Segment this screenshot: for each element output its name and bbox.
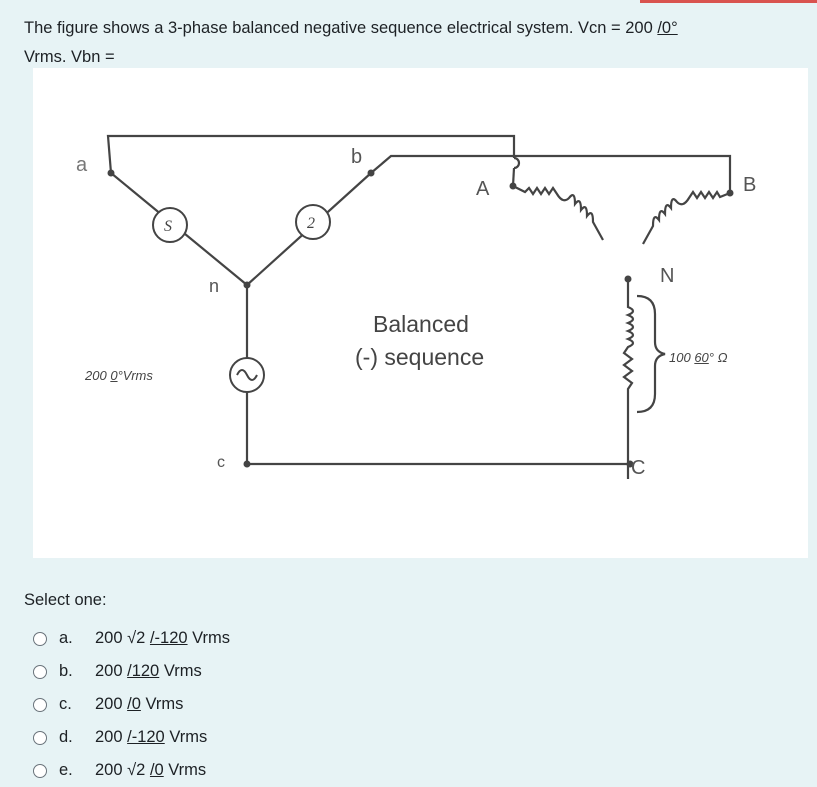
- impedance-unit: ° Ω: [708, 350, 728, 365]
- option-prefix: 200: [95, 662, 128, 680]
- wire-b-B: [371, 156, 730, 193]
- source-b-mark: 2: [307, 215, 315, 232]
- question-text-part2: Vrms. Vbn =: [24, 48, 115, 66]
- option-prefix: 200: [95, 728, 128, 746]
- impedance-B: [643, 192, 730, 244]
- question-angle: /0°: [657, 19, 678, 37]
- option-angle: /0: [149, 761, 164, 779]
- node-b-label: b: [351, 146, 363, 168]
- option-letter: a.: [59, 629, 73, 647]
- impedance-angle: 60: [694, 350, 709, 365]
- balanced-label: Balanced: [373, 311, 469, 337]
- impedance-value-label: [669, 350, 728, 365]
- option-prefix: 200 √2: [95, 629, 150, 647]
- option-letter: b.: [59, 662, 73, 680]
- node-B-label: B: [743, 174, 757, 196]
- radio-button[interactable]: [33, 632, 47, 646]
- wire-a-A: [108, 136, 514, 173]
- impedance-brace: [637, 296, 665, 412]
- option-c[interactable]: [33, 688, 230, 721]
- option-suffix: Vrms: [187, 629, 231, 647]
- option-letter: c.: [59, 695, 72, 713]
- option-prefix: 200: [95, 695, 128, 713]
- radio-button[interactable]: [33, 731, 47, 745]
- option-text: [95, 728, 207, 747]
- radio-button[interactable]: [33, 764, 47, 778]
- node-C-label: C: [631, 457, 646, 479]
- source-value: 200: [85, 368, 107, 383]
- option-suffix: Vrms: [140, 695, 184, 713]
- source-unit: °Vrms: [117, 368, 153, 383]
- option-angle: /0: [127, 695, 141, 713]
- option-text: [95, 629, 230, 648]
- crossover-hop: [514, 158, 519, 168]
- node-n-label: n: [209, 276, 220, 296]
- option-text: [95, 662, 202, 681]
- impedance-value: 100: [669, 350, 691, 365]
- option-prefix: 200 √2: [95, 761, 150, 779]
- option-angle: /120: [127, 662, 160, 680]
- option-angle: /-120: [149, 629, 188, 647]
- circuit-figure: [33, 68, 808, 558]
- option-angle: /-120: [127, 728, 165, 746]
- node-N-label: N: [660, 265, 675, 287]
- option-a[interactable]: [33, 622, 230, 655]
- option-suffix: Vrms: [163, 761, 207, 779]
- radio-button[interactable]: [33, 665, 47, 679]
- top-accent-line: [640, 0, 817, 3]
- option-suffix: Vrms: [159, 662, 202, 680]
- question-text: [24, 14, 794, 72]
- select-one-prompt: Select one:: [24, 591, 107, 609]
- source-value-label: [85, 368, 153, 383]
- option-e[interactable]: [33, 754, 230, 787]
- answer-options: [33, 622, 230, 787]
- option-d[interactable]: [33, 721, 230, 754]
- source-a-mark: S: [164, 218, 172, 235]
- node-c-label: c: [217, 454, 225, 471]
- sequence-label: (-) sequence: [355, 344, 485, 370]
- option-suffix: Vrms: [164, 728, 208, 746]
- question-text-part1: The figure shows a 3-phase balanced negative sequence electrical system. Vcn = 200: [24, 19, 658, 37]
- source-angle: 0: [110, 368, 118, 383]
- option-text: [95, 761, 206, 780]
- option-b[interactable]: [33, 655, 230, 688]
- option-letter: e.: [59, 761, 73, 779]
- impedance-A: [513, 186, 603, 240]
- impedance-C: [624, 279, 633, 479]
- option-text: [95, 695, 183, 714]
- radio-button[interactable]: [33, 698, 47, 712]
- node-A-label: A: [476, 178, 490, 200]
- option-letter: d.: [59, 728, 73, 746]
- node-a-label: a: [76, 154, 88, 176]
